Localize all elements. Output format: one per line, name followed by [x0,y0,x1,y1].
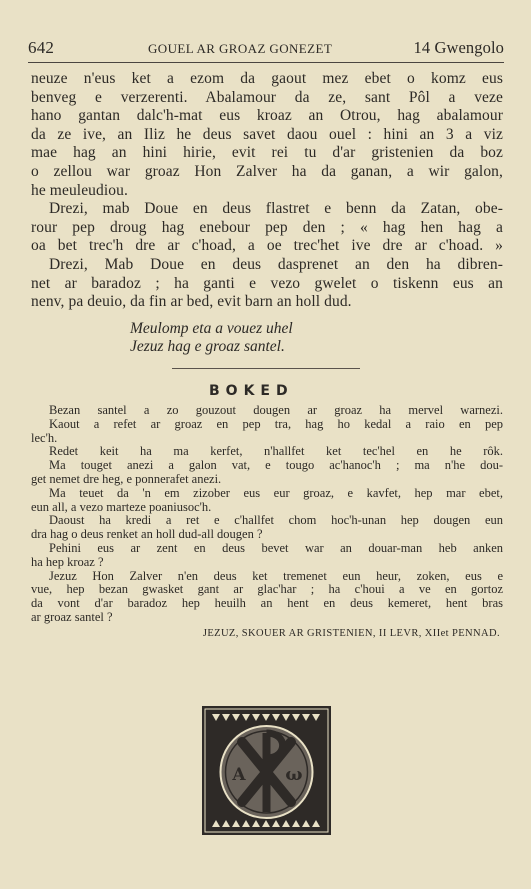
boked-line: get nemet dre heg, e ponnerafet anezi. [31,472,222,486]
boked-text [31,404,503,625]
boked-line: Jezuz Hon Zalver n'en deus ket tremenet eun heur, zoken, eus e [49,569,503,583]
text-line: oa bet trec'h dre ar c'hoad, a oe trec'het ive dre ar c'hoad. » [31,237,503,255]
boked-line: ha hep kroaz ? [31,555,104,569]
boked-line: Daoust ha kredi a ret e c'hallfet chom hoc'h-unan hep dougen eun [49,514,503,528]
boked-line: Pehini eus ar zent en deus bevet war an douar-man heb anken [49,541,503,555]
running-title: GOUEL AR GROAZ GONEZET [148,41,333,56]
boked-line: lec'h. [31,431,58,445]
page-number: 642 [28,38,55,57]
text-line: benveg e verzerenti. Abalamour da ze, sant Pôl a veze [31,88,503,106]
text-line: nenv, pa deuio, da fin ar bed, evit barn an holl dud. [31,293,352,311]
boked-line: Ma touget anezi a galon vat, e tougo ac'hanoc'h ; ma n'he dou- [49,459,503,473]
text-line: rour pep droug hag enebour pep den ; « hag hen hag a [31,218,503,236]
verse [130,320,293,356]
boked-line: dra hag o deus renket an holl dud-all dougen ? [31,528,263,542]
alpha-letter: A [232,765,246,785]
boked-line: vue, hep bezan gwasket gant ar glac'har ; ha c'houi a ve en gortoz [31,583,503,597]
text-line: he meuleudiou. [31,181,128,199]
text-line: mae hag an hini hirie, evit rei tu d'ar gristenien da boz [31,144,503,162]
boked-line: eun all, a vezo marteze poaniusoc'h. [31,500,212,514]
boked-line: Redet keit ha ma kerfet, n'hallfet ket tec'hel en he rôk. [49,445,503,459]
text-line: neuze n'eus ket a ezom da gaout mez ebet o komz eus [31,70,503,87]
omega-letter: ω [285,764,303,785]
page-header [28,38,504,63]
boked-line: ar groaz santel ? [31,610,113,624]
text-line: da ze ive, an Iliz he deus savet daou ouel : hini an 3 a viz [31,125,503,143]
main-text [31,70,503,312]
section-divider [172,368,360,369]
header-date: 14 Gwengolo [413,38,504,57]
chi-rho-emblem [202,706,331,835]
boked-line: Bezan santel a zo gouzout dougen ar groaz ha mervel warnezi. [49,404,503,417]
text-line: Drezi, mab Doue en deus flastret e benn da Zatan, obe- [49,200,503,218]
source-citation: JEZUZ, SKOUER AR GRISTENIEN, II LEVR, XIIet PENNAD. [202,628,500,639]
text-line: o zellou war groaz Hon Zalver ha da ganan, a wir galon, [31,162,503,180]
text-line: Drezi, Mab Doue en deus dasprenet an den ha dibren- [49,255,503,273]
boked-line: da vont d'ar baradoz hep heuilh an hent en deus kemeret, hent bras [31,597,503,611]
text-line: net ar baradoz ; ha ganti e vezo gwelet o tiskenn eus an [31,274,503,292]
boked-line: Kaout a refet ar groaz en pep tra, hag ho kedal a raio en pep [49,417,503,431]
verse-line: Meulomp eta a vouez uhel [130,320,293,337]
text-line: hano gantan dalc'h-mat eus kroaz an Otrou, hag abalamour [31,107,503,125]
section-title: BOKED [209,383,294,399]
verse-line: Jezuz hag e groaz santel. [130,338,285,355]
boked-line: Ma teuet da 'n em zizober eus eur groaz, e kavfet, hep mar ebet, [49,486,503,500]
